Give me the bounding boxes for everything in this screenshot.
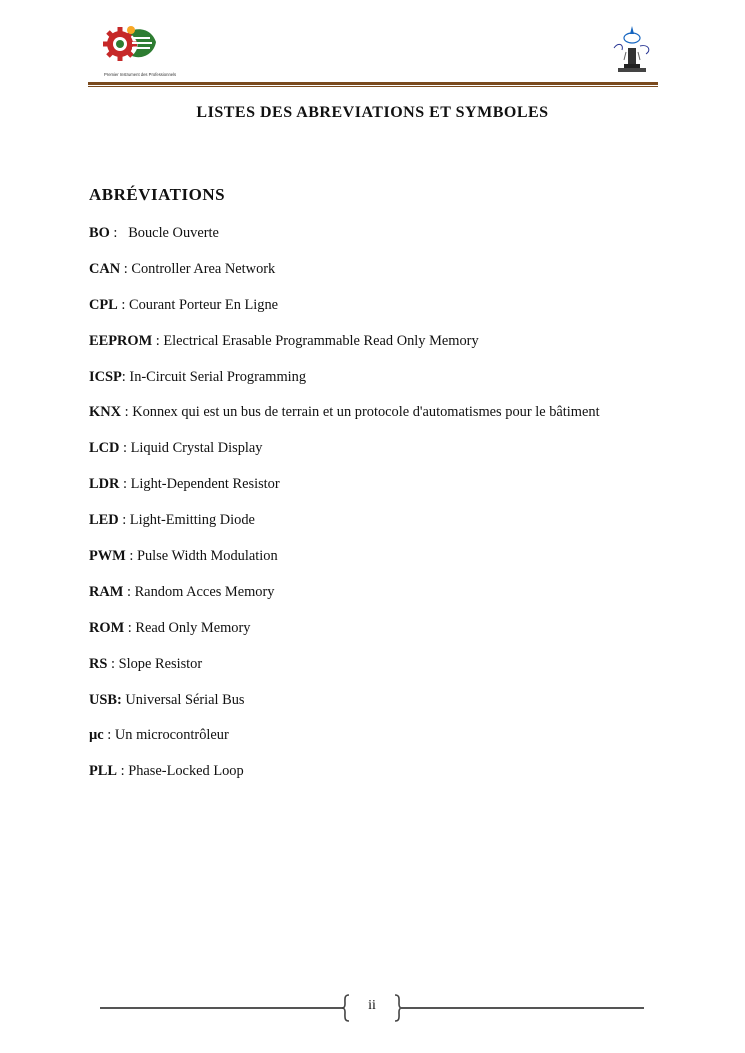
list-item [89,584,689,620]
separator: : [121,368,130,385]
separator: : [119,476,131,493]
list-item [89,440,689,476]
list-item [89,297,689,333]
abbreviation-term: ROM [89,619,125,636]
list-item [89,333,689,369]
list-item [89,512,689,548]
separator: : [152,332,164,349]
abbreviation-term: CPL [89,296,118,313]
list-item [89,692,689,728]
separator: : [109,225,129,241]
abbreviation-term: EEPROM [89,332,153,349]
abbreviation-definition: Courant Porteur En Ligne [129,296,279,313]
abbreviation-term: PWM [89,548,126,565]
abbreviation-term: RAM [89,583,124,600]
abbreviation-definition: Konnex qui est un bus de terrain et un protocole d'automatismes pour le bâtiment [132,404,600,421]
separator: : [103,727,115,744]
abbreviation-term: LDR [89,476,120,493]
abbreviation-definition: Electrical Erasable Programmable Read Only Memory [163,332,479,349]
footer-rule-left [100,1007,343,1009]
left-brace-icon [341,994,351,1022]
institution-gear-emblem-icon [98,20,177,80]
abbreviation-term: ICSP [89,368,122,385]
abbreviation-definition: In-Circuit Serial Programming [129,368,307,385]
abbreviation-term: µc [89,727,104,744]
page-footer [100,992,644,1024]
list-item [89,656,689,692]
list-item [89,225,689,261]
lamp-figure-emblem-icon [604,24,658,78]
list-item [89,261,689,297]
abbreviation-term: LED [89,512,119,529]
section-heading: ABRÉVIATIONS [89,185,226,204]
separator: : [119,440,131,457]
separator: : [124,619,136,636]
abbreviation-definition: Universal Sérial Bus [125,691,245,708]
separator: : [120,260,132,277]
abbreviation-term: BO [89,225,110,241]
list-item [89,620,689,656]
abbreviation-term: RS [89,655,108,672]
abbreviation-definition: Light-Emitting Diode [129,512,255,529]
abbreviation-definition: Light-Dependent Resistor [130,476,280,493]
abbreviation-list [89,225,689,799]
abbreviation-definition: Slope Resistor [118,655,203,672]
abbreviation-definition: Random Acces Memory [134,583,275,600]
header-rule [88,82,658,86]
abbreviation-definition: Liquid Crystal Display [130,440,263,457]
list-item [89,763,689,799]
separator: : [123,583,135,600]
list-item [89,404,689,440]
page-title: LISTES DES ABREVIATIONS ET SYMBOLES [196,104,549,121]
separator: : [117,763,129,780]
institution-logo-caption: Premier Instrument des Professionnels [104,72,177,77]
list-item [89,476,689,512]
abbreviation-term: KNX [89,404,121,421]
lamp-logo [604,24,658,78]
abbreviation-term: CAN [89,260,121,277]
institution-logo [98,20,177,80]
separator: : [107,655,119,672]
header-rule-thick [88,82,658,85]
page-number: ii [368,998,376,1013]
list-item [89,727,689,763]
abbreviation-definition: Pulse Width Modulation [136,548,278,565]
header-rule-thin [88,86,658,87]
separator: : [125,548,137,565]
abbreviation-definition: Read Only Memory [135,619,251,636]
footer-rule-right [400,1007,644,1009]
separator: : [120,404,133,421]
abbreviation-definition: Phase-Locked Loop [128,763,244,780]
abbreviation-term: PLL [89,763,117,780]
abbreviation-definition: Un microcontrôleur [114,727,229,744]
abbreviation-definition: Controller Area Network [131,260,276,277]
separator: : [118,512,130,529]
list-item [89,548,689,584]
list-item [89,369,689,405]
separator: : [117,296,129,313]
abbreviation-term: LCD [89,440,120,457]
abbreviation-term: USB: [89,691,122,708]
abbreviation-definition: Boucle Ouverte [128,225,219,241]
